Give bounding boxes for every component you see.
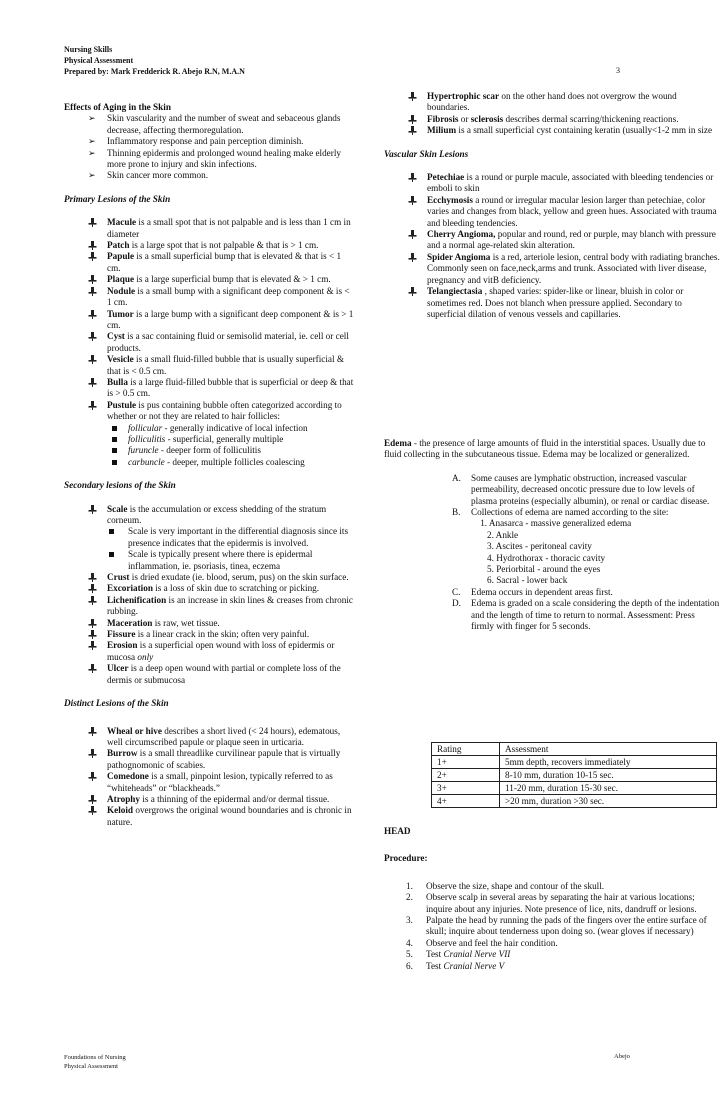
list-item bbox=[64, 331, 354, 354]
text-span: Some causes are lymphatic obstruction, increased vascular permeability, decreased oncotic pressure due to low levels of plasma proteins (especially albumin), or renal or cardiac disease. bbox=[471, 472, 710, 506]
pin-bullet-icon bbox=[88, 727, 97, 736]
pin-bullet-icon bbox=[88, 287, 97, 296]
square-bullet-icon bbox=[112, 437, 117, 442]
text-span: - superficial, generally multiple bbox=[165, 433, 284, 444]
text-span: - the presence of large amounts of fluid in the interstitial spaces. Usually due to fluid collecting in the subcutaneous tissue. Edema may be localized or generalized. bbox=[384, 438, 706, 460]
page-number: 3 bbox=[616, 66, 620, 75]
list-item bbox=[64, 629, 354, 640]
text-span: Atrophy bbox=[107, 793, 141, 804]
text-span: is a small superficial cyst containing keratin (usually<1-2 mm in size bbox=[456, 125, 713, 136]
scale-notes bbox=[64, 526, 354, 572]
text-span: is a red, arteriole lesion, central body with radiating branches. Commonly seen on face,neck,arms and trunk. Associated with liver disease, pregnancy and vitB deficiency. bbox=[427, 251, 720, 285]
text-span: Scale is typically present where there is epidermal inflammation, ie. psoriasis, tinea, eczema bbox=[128, 549, 313, 571]
distinct-lesions-title: Distinct Lesions of the Skin bbox=[64, 698, 169, 709]
edema-site-1 bbox=[384, 518, 720, 529]
secondary-lesions-list bbox=[64, 504, 354, 527]
list-item bbox=[64, 583, 354, 594]
text-span: Scale bbox=[107, 503, 128, 514]
list-item bbox=[64, 240, 354, 251]
edema-site: 2. Ankle bbox=[487, 529, 519, 540]
list-marker: D. bbox=[452, 598, 461, 609]
text-span: is a linear crack in the skin; often very painful. bbox=[135, 629, 310, 640]
text-span: 3+ bbox=[432, 782, 500, 795]
head-title: HEAD bbox=[384, 826, 411, 836]
text-span: folliculitis bbox=[128, 433, 166, 444]
text-span: on the other hand does not overgrow the wound boundaries. bbox=[427, 91, 677, 113]
text-span: Macule bbox=[107, 217, 137, 228]
procedure-step bbox=[384, 892, 720, 915]
text-span: is raw, wet tissue. bbox=[152, 617, 220, 628]
pin-bullet-icon bbox=[88, 584, 97, 593]
text-span: Palpate the head by running the pads of the fingers over the entire surface of skull; inquire about tenderness upon doing so. (wear gloves if necessary) bbox=[426, 915, 707, 937]
text-span: 1+ bbox=[432, 756, 500, 769]
text-span: Observe and feel the hair condition. bbox=[426, 937, 558, 948]
list-marker: A. bbox=[452, 472, 461, 483]
list-item bbox=[64, 504, 354, 527]
procedure-step bbox=[384, 938, 720, 949]
footer-line-1: Foundations of Nursing bbox=[64, 1054, 126, 1061]
text-span: Patch bbox=[107, 240, 130, 251]
text-span: furuncle bbox=[128, 445, 159, 456]
text-span: Excoriation bbox=[107, 583, 153, 594]
text-span: Burrow bbox=[107, 748, 138, 759]
list-item bbox=[64, 549, 354, 572]
procedure-step bbox=[384, 949, 720, 960]
square-bullet-icon bbox=[112, 426, 117, 431]
text-span: 2+ bbox=[432, 769, 500, 782]
list-item bbox=[384, 252, 720, 286]
pin-bullet-icon bbox=[408, 126, 417, 135]
list-item bbox=[64, 170, 354, 181]
text-span: 11-20 mm, duration 15-30 sec. bbox=[500, 782, 717, 795]
list-item bbox=[64, 640, 354, 663]
text-span: Observe scalp in several areas by separating the hair at various locations; inquire about any injuries. Note presence of lice, nits, dandruff or lesions. bbox=[426, 892, 697, 914]
list-item bbox=[64, 434, 354, 445]
pin-bullet-icon bbox=[88, 218, 97, 227]
list-marker: 5. bbox=[406, 949, 413, 960]
text-span: Test bbox=[426, 949, 444, 960]
list-marker: 1. bbox=[406, 880, 413, 891]
table-row bbox=[432, 782, 717, 795]
primary-lesions-list bbox=[64, 217, 354, 422]
text-span: is a large superficial bump that is elevated & > 1 cm. bbox=[134, 274, 331, 285]
table-header-cell: Assessment bbox=[500, 743, 717, 756]
list-item bbox=[64, 113, 354, 136]
text-span: - generally indicative of local infection bbox=[162, 422, 308, 433]
pin-bullet-icon bbox=[408, 92, 417, 101]
list-item bbox=[64, 457, 354, 468]
list-item bbox=[64, 217, 354, 240]
pin-bullet-icon bbox=[88, 252, 97, 261]
list-item bbox=[64, 618, 354, 629]
list-item bbox=[64, 771, 354, 794]
text-span: Inflammatory response and pain perception diminish. bbox=[107, 136, 304, 147]
edema-paragraph bbox=[384, 438, 720, 461]
distinct-lesions-list bbox=[64, 726, 354, 829]
list-item bbox=[64, 136, 354, 147]
text-span: Fissure bbox=[107, 629, 136, 640]
text-span: >20 mm, duration >30 sec. bbox=[500, 795, 717, 808]
footer-author: Abejo bbox=[614, 1053, 630, 1060]
list-marker: 3. bbox=[406, 915, 413, 926]
text-span: popular and round, red or purple, may blanch with pressure and a normal age-related skin alteration. bbox=[427, 229, 716, 251]
aging-title: Effects of Aging in the Skin bbox=[64, 102, 171, 112]
list-marker: 4. bbox=[406, 937, 413, 948]
list-item bbox=[64, 286, 354, 309]
text-span: a round or irregular macular lesion larger than petechiae, color varies and changes from black, yellow and green hues. Associated with trauma and bleeding tendencies. bbox=[427, 194, 717, 228]
edema-site: 6. Sacral - lower back bbox=[487, 575, 568, 586]
text-span: Hypertrophic scar bbox=[427, 91, 500, 101]
text-span: Test bbox=[426, 960, 444, 971]
list-item bbox=[64, 423, 354, 434]
list-item bbox=[64, 748, 354, 771]
list-marker: 2. bbox=[406, 892, 413, 903]
header-line-3: Prepared by: Mark Fredderick R. Abejo R.N, M.A.N bbox=[64, 67, 245, 76]
text-span: Cherry Angioma, bbox=[427, 229, 496, 240]
header-line-2: Physical Assessment bbox=[64, 56, 134, 65]
procedure-step bbox=[384, 961, 720, 972]
head-section bbox=[384, 826, 720, 972]
secondary-lesions-list-2 bbox=[64, 572, 354, 686]
pin-bullet-icon bbox=[408, 287, 417, 296]
square-bullet-icon bbox=[112, 460, 117, 465]
text-span: is a loss of skin due to scratching or picking. bbox=[152, 583, 320, 594]
text-span: 5mm depth, recovers immediately bbox=[500, 756, 717, 769]
edema-point-b bbox=[384, 507, 720, 518]
pin-bullet-icon bbox=[88, 641, 97, 650]
pin-bullet-icon bbox=[88, 749, 97, 758]
pin-bullet-icon bbox=[88, 630, 97, 639]
square-bullet-icon bbox=[109, 552, 114, 557]
table-header-cell: Rating bbox=[432, 743, 500, 756]
list-item bbox=[384, 114, 720, 125]
text-span: , shaped varies: spider-like or linear, bluish in color or sometimes red. Does not blanch when pressure applied. Secondary to superficial dilation of venous vessels and capillaries. bbox=[427, 286, 684, 319]
text-span: - deeper, multiple follicles coalescing bbox=[164, 456, 305, 467]
list-item bbox=[384, 286, 720, 320]
text-span: describes dermal scarring/thickening reactions. bbox=[503, 113, 679, 124]
text-span: Keloid bbox=[107, 805, 134, 816]
list-item bbox=[64, 309, 354, 332]
list-item bbox=[64, 572, 354, 583]
pin-bullet-icon bbox=[408, 173, 417, 182]
text-span: Petechiae bbox=[427, 172, 465, 183]
text-span: 8-10 mm, duration 10-15 sec. bbox=[500, 769, 717, 782]
pin-bullet-icon bbox=[88, 401, 97, 410]
arrow-bullet-icon: ➢ bbox=[88, 170, 96, 181]
table-row bbox=[432, 769, 717, 782]
list-item bbox=[64, 794, 354, 805]
text-span: is a large spot that is not palpable & that is > 1 cm. bbox=[129, 240, 319, 251]
pin-bullet-icon bbox=[88, 355, 97, 364]
text-span: Bulla bbox=[107, 376, 128, 387]
square-bullet-icon bbox=[112, 448, 117, 453]
text-span: Ulcer bbox=[107, 663, 129, 674]
text-span: is a small bump with a significant deep component & is < 1 cm. bbox=[107, 285, 350, 308]
text-span: Edema bbox=[384, 438, 412, 448]
text-span: Skin vascularity and the number of sweat and sebaceous glands decrease, affecting thermoregulation. bbox=[107, 113, 341, 135]
text-span: is a large bump with a significant deep component & is > 1 cm. bbox=[107, 308, 354, 330]
edema-point-c bbox=[384, 587, 720, 598]
text-span: Crust bbox=[107, 572, 130, 583]
aging-list bbox=[64, 113, 354, 181]
list-item bbox=[64, 251, 354, 274]
list-item bbox=[64, 377, 354, 400]
pin-bullet-icon bbox=[88, 596, 97, 605]
list-item bbox=[64, 805, 354, 828]
edema-site: 5. Periorbital - around the eyes bbox=[487, 564, 601, 575]
page-footer bbox=[64, 1053, 126, 1071]
text-span: only bbox=[137, 651, 154, 662]
text-span: Observe the size, shape and contour of the skull. bbox=[426, 880, 605, 891]
text-span: is a small spot that is not palpable and is less than 1 cm in diameter bbox=[107, 217, 351, 239]
pin-bullet-icon bbox=[88, 795, 97, 804]
text-span: Edema is graded on a scale considering the depth of the indentation and the length of time to return to normal. Assessment: Press firmly with finger for 5 seconds. bbox=[471, 598, 720, 632]
pin-bullet-icon bbox=[408, 253, 417, 262]
edema-point-d bbox=[384, 598, 720, 632]
list-item bbox=[64, 400, 354, 423]
table-row bbox=[432, 756, 717, 769]
list-item bbox=[64, 526, 354, 549]
text-span: is a sac containing fluid or semisolid material, ie. cell or cell products. bbox=[107, 331, 349, 353]
text-span: is a small superficial bump that is elevated & that is < 1 cm. bbox=[107, 251, 342, 273]
text-span: is an increase in skin lines & creases from chronic rubbing. bbox=[107, 594, 353, 617]
table-row bbox=[432, 795, 717, 808]
text-span: Vesicle bbox=[107, 354, 134, 365]
text-span: Scale is very important in the differential diagnosis since its presence indicates that the epidermis is involved. bbox=[128, 526, 349, 548]
list-item bbox=[384, 195, 720, 229]
text-span: Cyst bbox=[107, 331, 125, 342]
text-span: is the accumulation or excess shedding of the stratum corneum. bbox=[107, 503, 327, 525]
text-span: Milium bbox=[427, 125, 457, 136]
text-span: Telangiectasia bbox=[427, 286, 483, 297]
vascular-lesions-title: Vascular Skin Lesions bbox=[384, 148, 469, 159]
pin-bullet-icon bbox=[88, 573, 97, 582]
left-column bbox=[64, 102, 354, 828]
procedure-step bbox=[384, 881, 720, 892]
text-span: Edema occurs in dependent areas first. bbox=[471, 586, 613, 597]
text-span: Thinning epidermis and prolonged wound healing make elderly more prone to injury and skin infections. bbox=[107, 147, 341, 170]
edema-rating-table bbox=[431, 742, 717, 808]
text-span: Lichenification bbox=[107, 594, 167, 605]
list-item bbox=[64, 274, 354, 285]
text-span: 4+ bbox=[432, 795, 500, 808]
text-span: carbuncle bbox=[128, 456, 165, 467]
table-header-row bbox=[432, 743, 717, 756]
text-span: Maceration bbox=[107, 617, 153, 628]
text-span: Comedone bbox=[107, 771, 149, 782]
list-item bbox=[64, 726, 354, 749]
list-item bbox=[64, 663, 354, 686]
list-item bbox=[64, 148, 354, 171]
edema-section bbox=[384, 438, 720, 633]
pin-bullet-icon bbox=[88, 619, 97, 628]
text-span: Ecchymosis bbox=[427, 194, 473, 205]
text-span: is a small fluid-filled bubble that is usually superficial & that is < 0.5 cm. bbox=[107, 354, 344, 376]
text-span: Wheal or hive bbox=[107, 725, 162, 736]
pin-bullet-icon bbox=[408, 230, 417, 239]
list-marker: 6. bbox=[406, 960, 413, 971]
pin-bullet-icon bbox=[88, 664, 97, 673]
list-item bbox=[384, 125, 720, 136]
header-line-1: Nursing Skills bbox=[64, 45, 113, 54]
pin-bullet-icon bbox=[88, 241, 97, 250]
pin-bullet-icon bbox=[88, 772, 97, 781]
pin-bullet-icon bbox=[88, 806, 97, 815]
footer-line-2: Physical Assessment bbox=[64, 1063, 118, 1070]
list-marker: C. bbox=[452, 586, 461, 597]
text-span: 1. Anasarca - massive generalized edema bbox=[480, 518, 632, 529]
text-span: Cranial Nerve VII bbox=[443, 949, 511, 960]
text-span: follicular bbox=[128, 422, 163, 433]
secondary-lesions-title: Secondary lesions of the Skin bbox=[64, 480, 176, 491]
text-span: Erosion bbox=[107, 640, 138, 651]
text-span: Fibrosis bbox=[427, 113, 459, 124]
list-marker: B. bbox=[452, 507, 461, 518]
edema-point-a bbox=[384, 473, 720, 507]
procedure-step bbox=[384, 915, 720, 938]
text-span: is a superficial open wound with loss of epidermis or mucosa bbox=[107, 640, 335, 662]
pin-bullet-icon bbox=[88, 275, 97, 284]
arrow-bullet-icon: ➢ bbox=[88, 113, 96, 124]
pin-bullet-icon bbox=[408, 196, 417, 205]
primary-lesions-title: Primary Lesions of the Skin bbox=[64, 193, 171, 204]
text-span: describes a short lived (< 24 hours), edematous, well circumscribed papule or plaque seen in urticaria. bbox=[107, 725, 341, 747]
follicle-list bbox=[64, 423, 354, 469]
scar-list bbox=[384, 91, 720, 137]
text-span: is a round or purple macule, associated with bleeding tendencies or emboli to skin bbox=[427, 172, 714, 194]
edema-site: 3. Ascites - peritoneal cavity bbox=[487, 541, 592, 552]
text-span: is a thinning of the epidermal and/or dermal tissue. bbox=[140, 793, 330, 804]
text-span: - deeper form of folliculitis bbox=[158, 445, 261, 456]
edema-site: 4. Hydrothorax - thoracic cavity bbox=[487, 552, 606, 563]
text-span: Tumor bbox=[107, 308, 134, 319]
pin-bullet-icon bbox=[88, 378, 97, 387]
text-span: is a small threadlike curvilinear papule that is virtually pathognomonic of scabies. bbox=[107, 748, 341, 770]
text-span: Collections of edema are named according to the site: bbox=[471, 507, 669, 518]
text-span: Pustule bbox=[107, 399, 137, 410]
arrow-bullet-icon: ➢ bbox=[88, 136, 96, 147]
page-header bbox=[64, 44, 245, 77]
pin-bullet-icon bbox=[88, 332, 97, 341]
text-span: is dried exudate (ie. blood, serum, pus) on the skin surface. bbox=[129, 572, 349, 583]
text-span: sclerosis bbox=[470, 113, 504, 124]
list-item bbox=[384, 229, 720, 252]
text-span: Skin cancer more common. bbox=[107, 170, 209, 181]
text-span: Papule bbox=[107, 251, 135, 262]
text-span: Cranial Nerve V bbox=[443, 960, 505, 971]
pin-bullet-icon bbox=[88, 505, 97, 514]
square-bullet-icon bbox=[109, 529, 114, 534]
vascular-lesions-list bbox=[384, 172, 720, 320]
text-span: Spider Angioma bbox=[427, 251, 491, 262]
text-span: is a large fluid-filled bubble that is superficial or deep & that is > 0.5 cm. bbox=[107, 376, 354, 399]
text-span: or bbox=[458, 113, 471, 124]
list-item bbox=[64, 445, 354, 456]
arrow-bullet-icon: ➢ bbox=[88, 147, 96, 158]
pin-bullet-icon bbox=[88, 310, 97, 319]
list-item bbox=[64, 354, 354, 377]
list-item bbox=[384, 172, 720, 195]
text-span: overgrows the original wound boundaries and is chronic in nature. bbox=[107, 805, 352, 827]
list-item bbox=[384, 91, 720, 114]
pin-bullet-icon bbox=[408, 115, 417, 124]
text-span: is a deep open wound with partial or complete loss of the dermis or submucosa bbox=[107, 663, 341, 685]
list-item bbox=[64, 595, 354, 618]
right-column bbox=[384, 91, 720, 320]
text-span: Plaque bbox=[107, 274, 135, 285]
procedure-title: Procedure: bbox=[384, 853, 428, 864]
text-span: is pus containing bubble often categorized according to whether or not they are related to hair follicles: bbox=[107, 399, 342, 422]
text-span: Nodule bbox=[107, 285, 136, 296]
text-span: is a small, pinpoint lesion, typically referred to as “whiteheads” or “blackheads.” bbox=[107, 771, 333, 793]
